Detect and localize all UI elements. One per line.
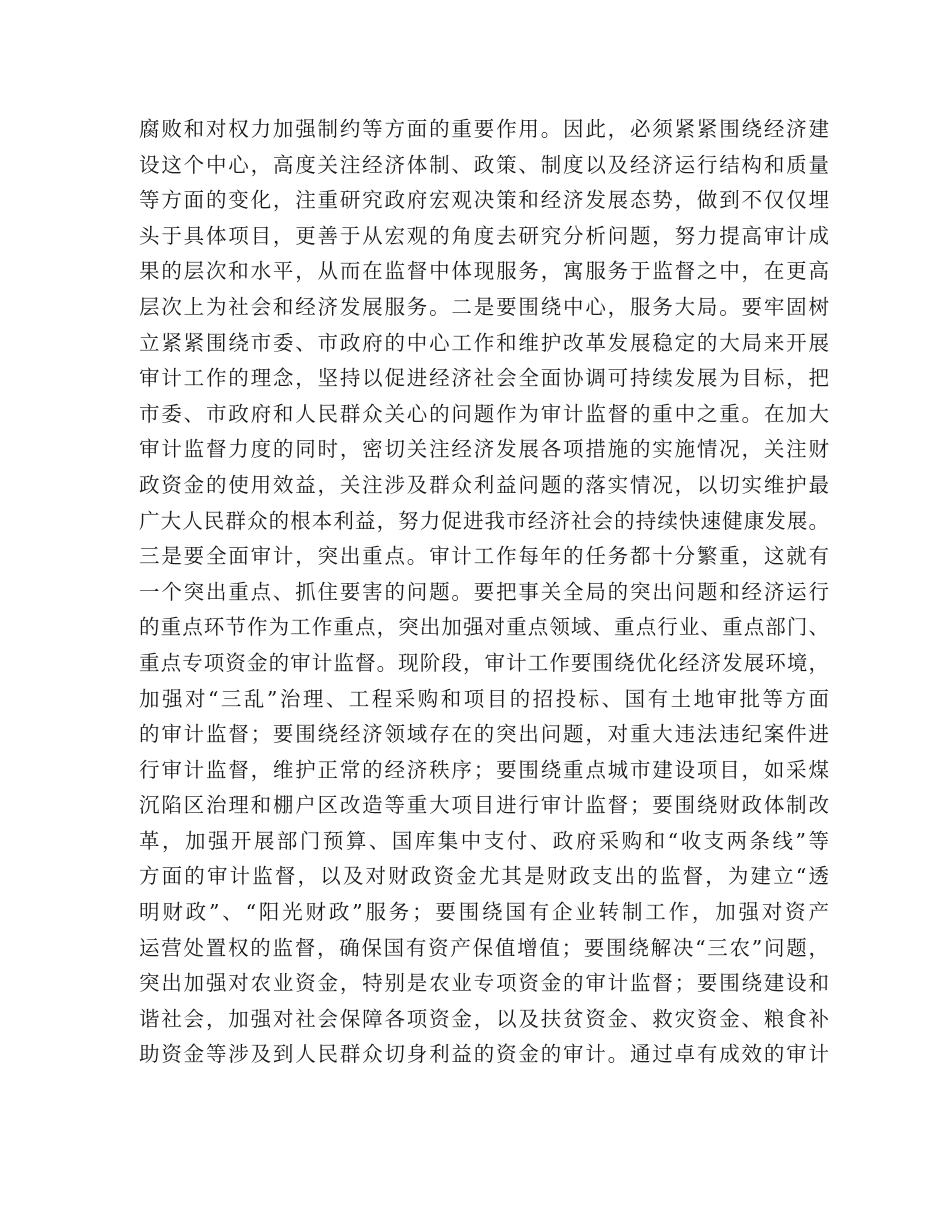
text-line: 沉陷区治理和棚户区改造等重大项目进行审计监督；要围绕财政体制改 <box>139 793 829 818</box>
text-line: 广大人民群众的根本利益，努力促进我市经济社会的持续快速健康发展。 <box>139 508 829 533</box>
text-line: 加强对“三乱”治理、工程采购和项目的招投标、国有土地审批等方面 <box>139 686 829 711</box>
text-line: 助资金等涉及到人民群众切身利益的资金的审计。通过卓有成效的审计 <box>139 1042 829 1067</box>
text-line: 果的层次和水平，从而在监督中体现服务，寓服务于监督之中，在更高 <box>139 259 829 284</box>
text-line: 等方面的变化，注重研究政府宏观决策和经济发展态势，做到不仅仅埋 <box>139 188 829 213</box>
text-line: 三是要全面审计，突出重点。审计工作每年的任务都十分繁重，这就有 <box>139 544 829 569</box>
text-line: 设这个中心，高度关注经济体制、政策、制度以及经济运行结构和质量 <box>139 152 829 177</box>
text-line: 突出加强对农业资金，特别是农业专项资金的审计监督；要围绕建设和 <box>139 971 829 996</box>
text-line: 方面的审计监督，以及对财政资金尤其是财政支出的监督，为建立“透 <box>139 864 829 889</box>
text-line: 审计工作的理念，坚持以促进经济社会全面协调可持续发展为目标，把 <box>139 366 829 391</box>
text-line: 的重点环节作为工作重点，突出加强对重点领域、重点行业、重点部门、 <box>139 615 829 640</box>
text-line: 腐败和对权力加强制约等方面的重要作用。因此，必须紧紧围绕经济建 <box>139 117 829 141</box>
text-line: 运营处置权的监督，确保国有资产保值增值；要围绕解决“三农”问题， <box>139 935 829 960</box>
text-line: 行审计监督，维护正常的经济秩序；要围绕重点城市建设项目，如采煤 <box>139 757 829 782</box>
text-line: 层次上为社会和经济发展服务。二是要围绕中心，服务大局。要牢固树 <box>139 294 829 319</box>
text-line: 明财政”、“阳光财政”服务；要围绕国有企业转制工作，加强对资产 <box>139 900 829 925</box>
text-line: 头于具体项目，更善于从宏观的角度去研究分析问题，努力提高审计成 <box>139 223 829 248</box>
text-line: 审计监督力度的同时，密切关注经济发展各项措施的实施情况，关注财 <box>139 437 829 462</box>
text-line: 立紧紧围绕市委、市政府的中心工作和维护改革发展稳定的大局来开展 <box>139 330 829 355</box>
text-line: 市委、市政府和人民群众关心的问题作为审计监督的重中之重。在加大 <box>139 401 829 426</box>
text-line: 革，加强开展部门预算、国库集中支付、政府采购和“收支两条线”等 <box>139 828 829 853</box>
text-line: 的审计监督；要围绕经济领域存在的突出问题，对重大违法违纪案件进 <box>139 722 829 747</box>
text-line: 谐社会，加强对社会保障各项资金，以及扶贫资金、救灾资金、粮食补 <box>139 1006 829 1031</box>
text-line: 一个突出重点、抓住要害的问题。要把事关全局的突出问题和经济运行 <box>139 579 829 604</box>
text-line: 重点专项资金的审计监督。现阶段，审计工作要围绕优化经济发展环境， <box>139 650 829 675</box>
text-line: 政资金的使用效益，关注涉及群众利益问题的落实情况，以切实维护最 <box>139 472 829 497</box>
body-text <box>139 112 829 1073</box>
